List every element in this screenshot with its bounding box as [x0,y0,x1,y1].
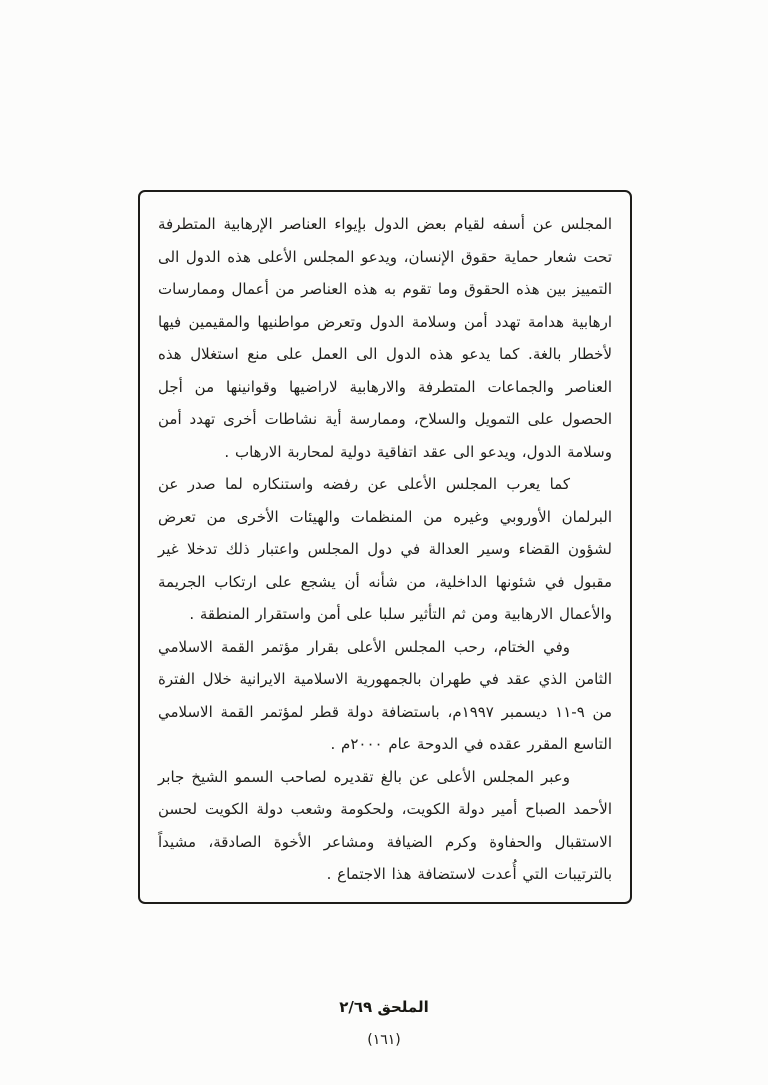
page-number: (١٦١) [367,1032,401,1048]
text-frame [138,190,632,904]
paragraph-1: المجلس عن أسفه لقيام بعض الدول بإيواء العناصر الإرهابية المتطرفة تحت شعار حماية حقوق الإنسان، ويدعو المجلس الأعلى هذه الدول الى التمييز بين هذه الحقوق وما تقوم به هذه العناصر من أعمال وممارسات ارهابية هدامة تهدد أمن وسلامة الدول وتعرض مواطنيها والمقيمين فيها لأخطار بالغة. كما يدعو هذه الدول الى العمل على منع استغلال هذه العناصر والجماعات المتطرفة والارهابية لاراضيها وقوانينها من أجل الحصول على التمويل والسلاح، وممارسة أية نشاطات أخرى تهدد أمن وسلامة الدول، ويدعو الى عقد اتفاقية دولية لمحاربة الارهاب . [158,215,612,461]
paragraph-2: كما يعرب المجلس الأعلى عن رفضه واستنكاره لما صدر عن البرلمان الأوروبي وغيره من المنظمات والهيئات الأخرى من تعرض لشؤون القضاء وسير العدالة في دول المجلس واعتبار ذلك تدخلا غير مقبول في شئونها الداخلية، من شأنه أن يشجع على ارتكاب الجريمة والأعمال الارهابية ومن ثم التأثير سلبا على أمن واستقرار المنطقة . [158,475,612,623]
paragraph-4: وعبر المجلس الأعلى عن بالغ تقديره لصاحب السمو الشيخ جابر الأحمد الصباح أمير دولة الكويت، ولحكومة وشعب دولة الكويت لحسن الاستقبال والحفاوة وكرم الضيافة ومشاعر الأخوة الصادقة، مشيداً بالترتيبات التي أُعدت لاستضافة هذا الاجتماع . [158,767,612,883]
annex-label: الملحق ٢/٦٩ [339,998,429,1016]
paragraph-3: وفي الختام، رحب المجلس الأعلى بقرار مؤتمر القمة الاسلامي الثامن الذي عقد في طهران بالجمهورية الاسلامية الايرانية خلال الفترة من ٩-١١ ديسمبر ١٩٩٧م، باستضافة دولة قطر لمؤتمر القمة الاسلامي التاسع المقرر عقده في الدوحة عام ٢٠٠٠م . [158,637,612,753]
